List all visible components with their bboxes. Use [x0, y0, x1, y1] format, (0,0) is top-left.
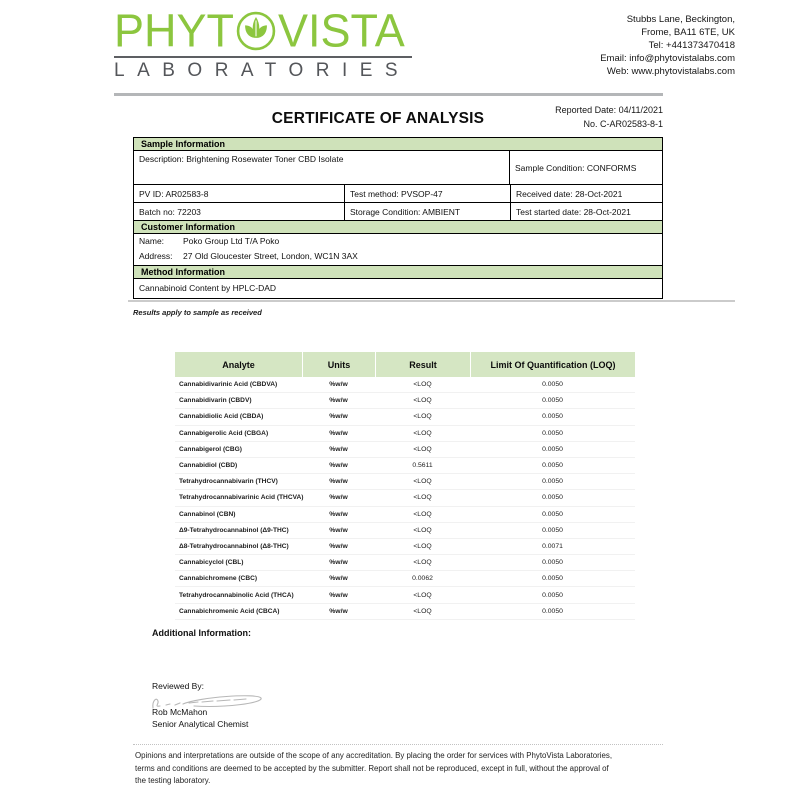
analyte-result: 0.5611: [412, 462, 433, 470]
analyte-loq: 0.0050: [542, 445, 563, 453]
analyte-units: %w/w: [329, 445, 348, 453]
analyte-result: <LOQ: [413, 607, 432, 615]
footer-line-2: terms and conditions are deemed to be accepted by the submitter. Report shall not be reproduced, except in full, without the approval of: [135, 763, 609, 773]
analyte-result: <LOQ: [413, 559, 432, 567]
table-row: [175, 539, 635, 555]
results-table-body: [175, 377, 635, 620]
contact-line-web: Web: www.phytovistalabs.com: [606, 66, 735, 77]
analyte-result: <LOQ: [413, 526, 432, 534]
logo-subtitle: LABORATORIES: [114, 60, 411, 81]
logo-wordmark: [114, 3, 412, 58]
customer-address: 27 Old Gloucester Street, London, WC1N 3AX: [183, 251, 358, 261]
table-row: [175, 409, 635, 425]
table-row: [175, 426, 635, 442]
analyte-name: Cannabinol (CBN): [179, 510, 236, 518]
results-table: [175, 352, 635, 620]
analyte-loq: 0.0050: [542, 429, 563, 437]
analyte-result: <LOQ: [413, 478, 432, 486]
contact-line-address1: Stubbs Lane, Beckington,: [626, 14, 735, 25]
pv-id: PV ID: AR02583-8: [134, 185, 345, 202]
analyte-result: <LOQ: [413, 510, 432, 518]
analyte-units: %w/w: [329, 478, 348, 486]
received-date: Received date: 28-Oct-2021: [516, 188, 623, 199]
analyte-name: Δ9-Tetrahydrocannabinol (Δ9-THC): [179, 526, 289, 534]
table-row: [175, 555, 635, 571]
results-table-header: [175, 352, 635, 377]
customer-details: [134, 234, 662, 266]
logo-text-phyt: PHYT: [114, 3, 235, 58]
analyte-loq: 0.0050: [542, 494, 563, 502]
page-title: CERTIFICATE OF ANALYSIS: [271, 110, 485, 127]
table-row: [175, 474, 635, 490]
logo-text-vista: VISTA: [278, 3, 405, 58]
column-header-analyte: Analyte: [222, 359, 255, 370]
analyte-result: 0.0062: [412, 575, 433, 583]
reported-date: Reported Date: 04/11/2021: [555, 105, 663, 115]
analyte-result: <LOQ: [413, 413, 432, 421]
analyte-result: <LOQ: [413, 397, 432, 405]
header-divider-line: [114, 93, 663, 96]
customer-name: Poko Group Ltd T/A Poko: [183, 236, 280, 246]
customer-name-label: Name:: [139, 236, 165, 246]
analyte-units: %w/w: [329, 381, 348, 389]
analyte-name: Cannabidiolic Acid (CBDA): [179, 413, 264, 421]
analyte-name: Cannabichromene (CBC): [179, 575, 258, 583]
analyte-loq: 0.0050: [542, 381, 563, 389]
sample-info-box: [133, 137, 663, 299]
analyte-name: Cannabidiol (CBD): [179, 462, 238, 470]
analyte-name: Δ8-Tetrahydrocannabinol (Δ8-THC): [179, 542, 289, 550]
analyte-result: <LOQ: [413, 591, 432, 599]
analyte-result: <LOQ: [413, 429, 432, 437]
table-row: [175, 587, 635, 603]
footer-disclaimer: [135, 750, 627, 788]
analyte-result: <LOQ: [413, 494, 432, 502]
reviewer-name: Rob McMahon: [152, 707, 208, 717]
analyte-result: <LOQ: [413, 381, 432, 389]
analyte-loq: 0.0050: [542, 607, 563, 615]
analyte-units: %w/w: [329, 413, 348, 421]
analyte-units: %w/w: [329, 542, 348, 550]
column-header-loq: Limit Of Quantification (LOQ): [470, 352, 635, 377]
analyte-name: Cannabidivarin (CBDV): [179, 397, 252, 405]
analyte-loq: 0.0050: [542, 462, 563, 470]
table-row: [175, 458, 635, 474]
contact-line-tel: Tel: +441373470418: [648, 40, 735, 51]
analyte-units: %w/w: [329, 462, 348, 470]
test-method: Test method: PVSOP-47: [345, 185, 511, 202]
sample-description: Description: Brightening Rosewater Toner CBD Isolate: [134, 151, 510, 184]
analyte-loq: 0.0050: [542, 575, 563, 583]
column-header-result: Result: [375, 352, 470, 377]
table-row: [175, 442, 635, 458]
results-note: Results apply to sample as received: [133, 308, 262, 317]
footer-divider-line: [133, 744, 663, 745]
reviewed-by-label: Reviewed By:: [152, 681, 204, 691]
analyte-name: Cannabigerolic Acid (CBGA): [179, 429, 269, 437]
table-row: [175, 490, 635, 506]
analyte-loq: 0.0050: [542, 510, 563, 518]
analyte-units: %w/w: [329, 591, 348, 599]
report-meta: [555, 103, 663, 131]
analyte-units: %w/w: [329, 526, 348, 534]
customer-address-label: Address:: [139, 251, 173, 261]
batch-no: Batch no: 72203: [134, 203, 345, 220]
table-row: [175, 604, 635, 620]
storage-condition: Storage Condition: AMBIENT: [345, 203, 511, 220]
analyte-name: Cannabicyclol (CBL): [179, 559, 244, 567]
analyte-units: %w/w: [329, 559, 348, 567]
analyte-units: %w/w: [329, 607, 348, 615]
table-row: [175, 571, 635, 587]
section-header-sample-information: Sample Information: [134, 138, 662, 151]
analyte-loq: 0.0050: [542, 559, 563, 567]
analyte-loq: 0.0050: [542, 413, 563, 421]
reviewer-title: Senior Analytical Chemist: [152, 719, 249, 729]
analyte-loq: 0.0050: [542, 591, 563, 599]
analyte-result: <LOQ: [413, 445, 432, 453]
column-header-units: Units: [302, 352, 375, 377]
contact-line-email: Email: info@phytovistalabs.com: [600, 53, 735, 64]
analyte-units: %w/w: [329, 575, 348, 583]
section-header-method-information: Method Information: [134, 266, 662, 279]
footer-line-3: the testing laboratory.: [135, 776, 211, 786]
report-number: No. C-AR02583-8-1: [583, 119, 663, 129]
sample-condition: Sample Condition: CONFORMS: [515, 162, 637, 173]
sample-info-row-2: [134, 203, 662, 221]
analyte-loq: 0.0050: [542, 397, 563, 405]
test-started-date: Test started date: 28-Oct-2021: [516, 206, 631, 217]
mid-divider-line: [128, 300, 735, 302]
section-header-customer-information: Customer Information: [134, 221, 662, 234]
analyte-name: Tetrahydrocannabinolic Acid (THCA): [179, 591, 294, 599]
analyte-name: Cannabigerol (CBG): [179, 445, 243, 453]
method-description: Cannabinoid Content by HPLC-DAD: [139, 283, 277, 293]
customer-name-line: [139, 236, 657, 246]
footer-line-1: Opinions and interpretations are outside of the scope of any accreditation. By placing the order for services with PhytoVista Laboratories,: [135, 751, 613, 760]
sample-info-row-1: [134, 185, 662, 203]
additional-information-label: Additional Information:: [152, 628, 251, 638]
customer-address-line: [139, 251, 657, 261]
analyte-loq: 0.0050: [542, 478, 563, 486]
analyte-units: %w/w: [329, 494, 348, 502]
table-row: [175, 377, 635, 393]
analyte-units: %w/w: [329, 510, 348, 518]
contact-line-address2: Frome, BA11 6TE, UK: [641, 27, 735, 38]
analyte-name: Cannabichromenic Acid (CBCA): [179, 607, 280, 615]
analyte-name: Tetrahydrocannabivarinic Acid (THCVA): [179, 494, 304, 502]
table-row: [175, 393, 635, 409]
analyte-name: Tetrahydrocannabivarin (THCV): [179, 478, 278, 486]
table-row: [175, 507, 635, 523]
phytovista-logo: [114, 3, 412, 82]
analyte-units: %w/w: [329, 397, 348, 405]
table-row: [175, 523, 635, 539]
leaf-circle-icon: [235, 10, 277, 52]
analyte-name: Cannabidivarinic Acid (CBDVA): [179, 381, 278, 389]
description-row: [134, 151, 662, 185]
analyte-units: %w/w: [329, 429, 348, 437]
analyte-loq: 0.0050: [542, 526, 563, 534]
analyte-result: <LOQ: [413, 542, 432, 550]
lab-contact-info: [600, 13, 735, 78]
analyte-loq: 0.0071: [542, 542, 563, 550]
